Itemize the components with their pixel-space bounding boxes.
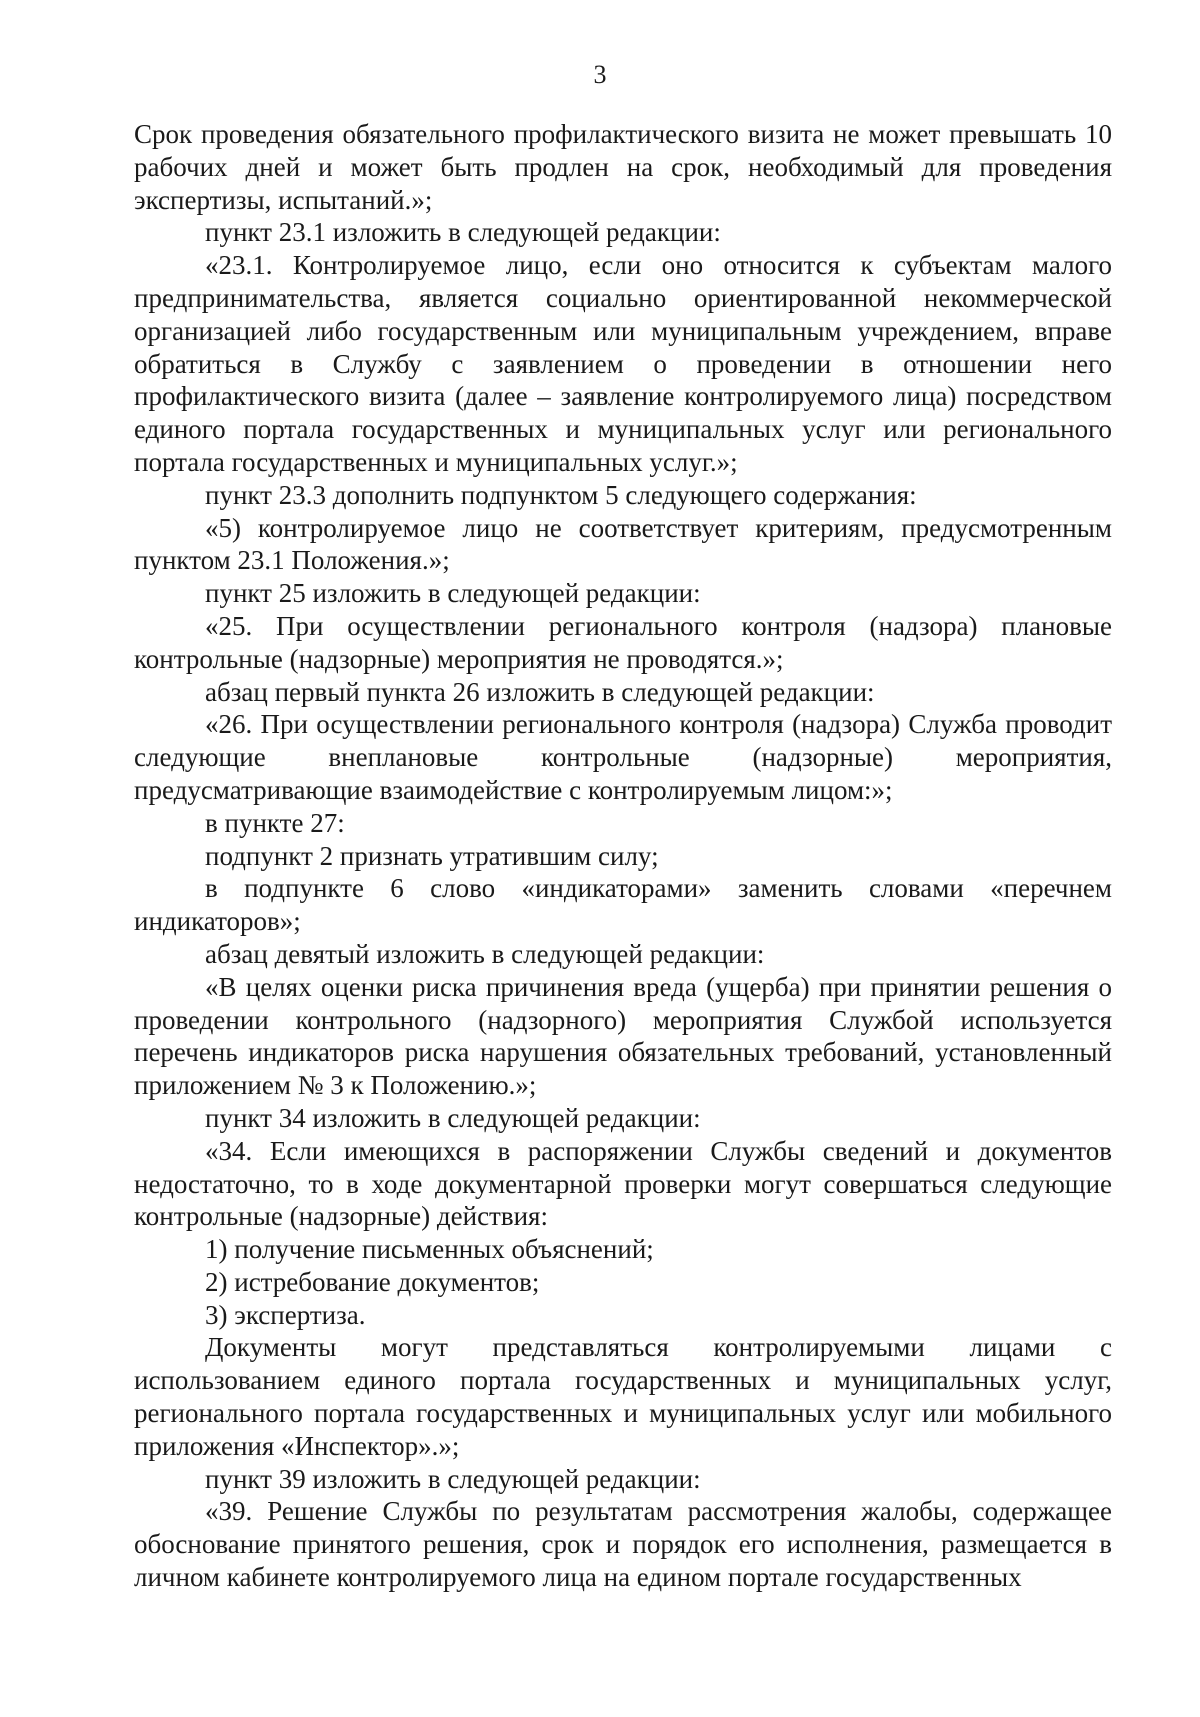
document-body	[134, 118, 1112, 1594]
paragraph: подпункт 2 признать утратившим силу;	[205, 840, 659, 871]
paragraph: 2) истребование документов;	[205, 1266, 540, 1297]
paragraph: «В целях оценки риска причинения вреда (ущерба) при принятии решения о проведении контрольного (надзорного) мероприятия Службой используется перечень индикаторов риска нарушения обязательных требований, установленный приложением № 3 к Положению.»;	[134, 971, 1112, 1101]
paragraph: 1) получение письменных объяснений;	[205, 1234, 654, 1265]
paragraph: «23.1. Контролируемое лицо, если оно относится к субъектам малого предпринимательства, является социально ориентированной некоммерческой организацией либо государственным или муниципальным учреждением, вправе обратиться в Службу с заявлением о проведении в отношении него профилактического визита (далее – заявление контролируемого лица) посредством единого портала государственных и муниципальных услуг или регионального портала государственных и муниципальных услуг.»;	[134, 250, 1112, 477]
paragraph: Документы могут представляться контролируемыми лицами с использованием единого портала государственных и муниципальных услуг, регионального портала государственных и муниципальных услуг или мобильного приложения «Инспектор».»;	[134, 1332, 1112, 1461]
paragraph: пункт 23.3 дополнить подпунктом 5 следующего содержания:	[205, 479, 917, 510]
paragraph: пункт 39 изложить в следующей редакции:	[205, 1463, 701, 1494]
paragraph: Срок проведения обязательного профилактического визита не может превышать 10 рабочих дней и может быть продлен на срок, необходимый для проведения экспертизы, испытаний.»;	[134, 119, 1112, 215]
paragraph: пункт 25 изложить в следующей редакции:	[205, 578, 701, 609]
paragraph: «26. При осуществлении регионального контроля (надзора) Служба проводит следующие внеплановые контрольные (надзорные) мероприятия, предусматривающие взаимодействие с контролируемым лицом:»;	[134, 709, 1112, 805]
paragraph: в подпункте 6 слово «индикаторами» заменить словами «перечнем индикаторов»;	[134, 873, 1112, 937]
paragraph: «34. Если имеющихся в распоряжении Службы сведений и документов недостаточно, то в ходе документарной проверки могут совершаться следующие контрольные (надзорные) действия:	[134, 1135, 1112, 1232]
paragraph: пункт 23.1 изложить в следующей редакции:	[205, 217, 721, 248]
paragraph: абзац первый пункта 26 изложить в следующей редакции:	[205, 676, 875, 707]
paragraph: 3) экспертиза.	[205, 1299, 366, 1330]
paragraph: «39. Решение Службы по результатам рассмотрения жалобы, содержащее обоснование принятого решения, срок и порядок его исполнения, размещается в личном кабинете контролируемого лица на едином портале государственных	[134, 1496, 1112, 1593]
paragraph: абзац девятый изложить в следующей редакции:	[205, 938, 765, 969]
paragraph: пункт 34 изложить в следующей редакции:	[205, 1102, 701, 1133]
paragraph: «25. При осуществлении регионального контроля (надзора) плановые контрольные (надзорные) мероприятия не проводятся.»;	[134, 610, 1112, 674]
paragraph: в пункте 27:	[205, 807, 345, 838]
page-number: 3	[593, 60, 607, 89]
paragraph: «5) контролируемое лицо не соответствует критериям, предусмотренным пунктом 23.1 Положения.»;	[134, 512, 1112, 576]
